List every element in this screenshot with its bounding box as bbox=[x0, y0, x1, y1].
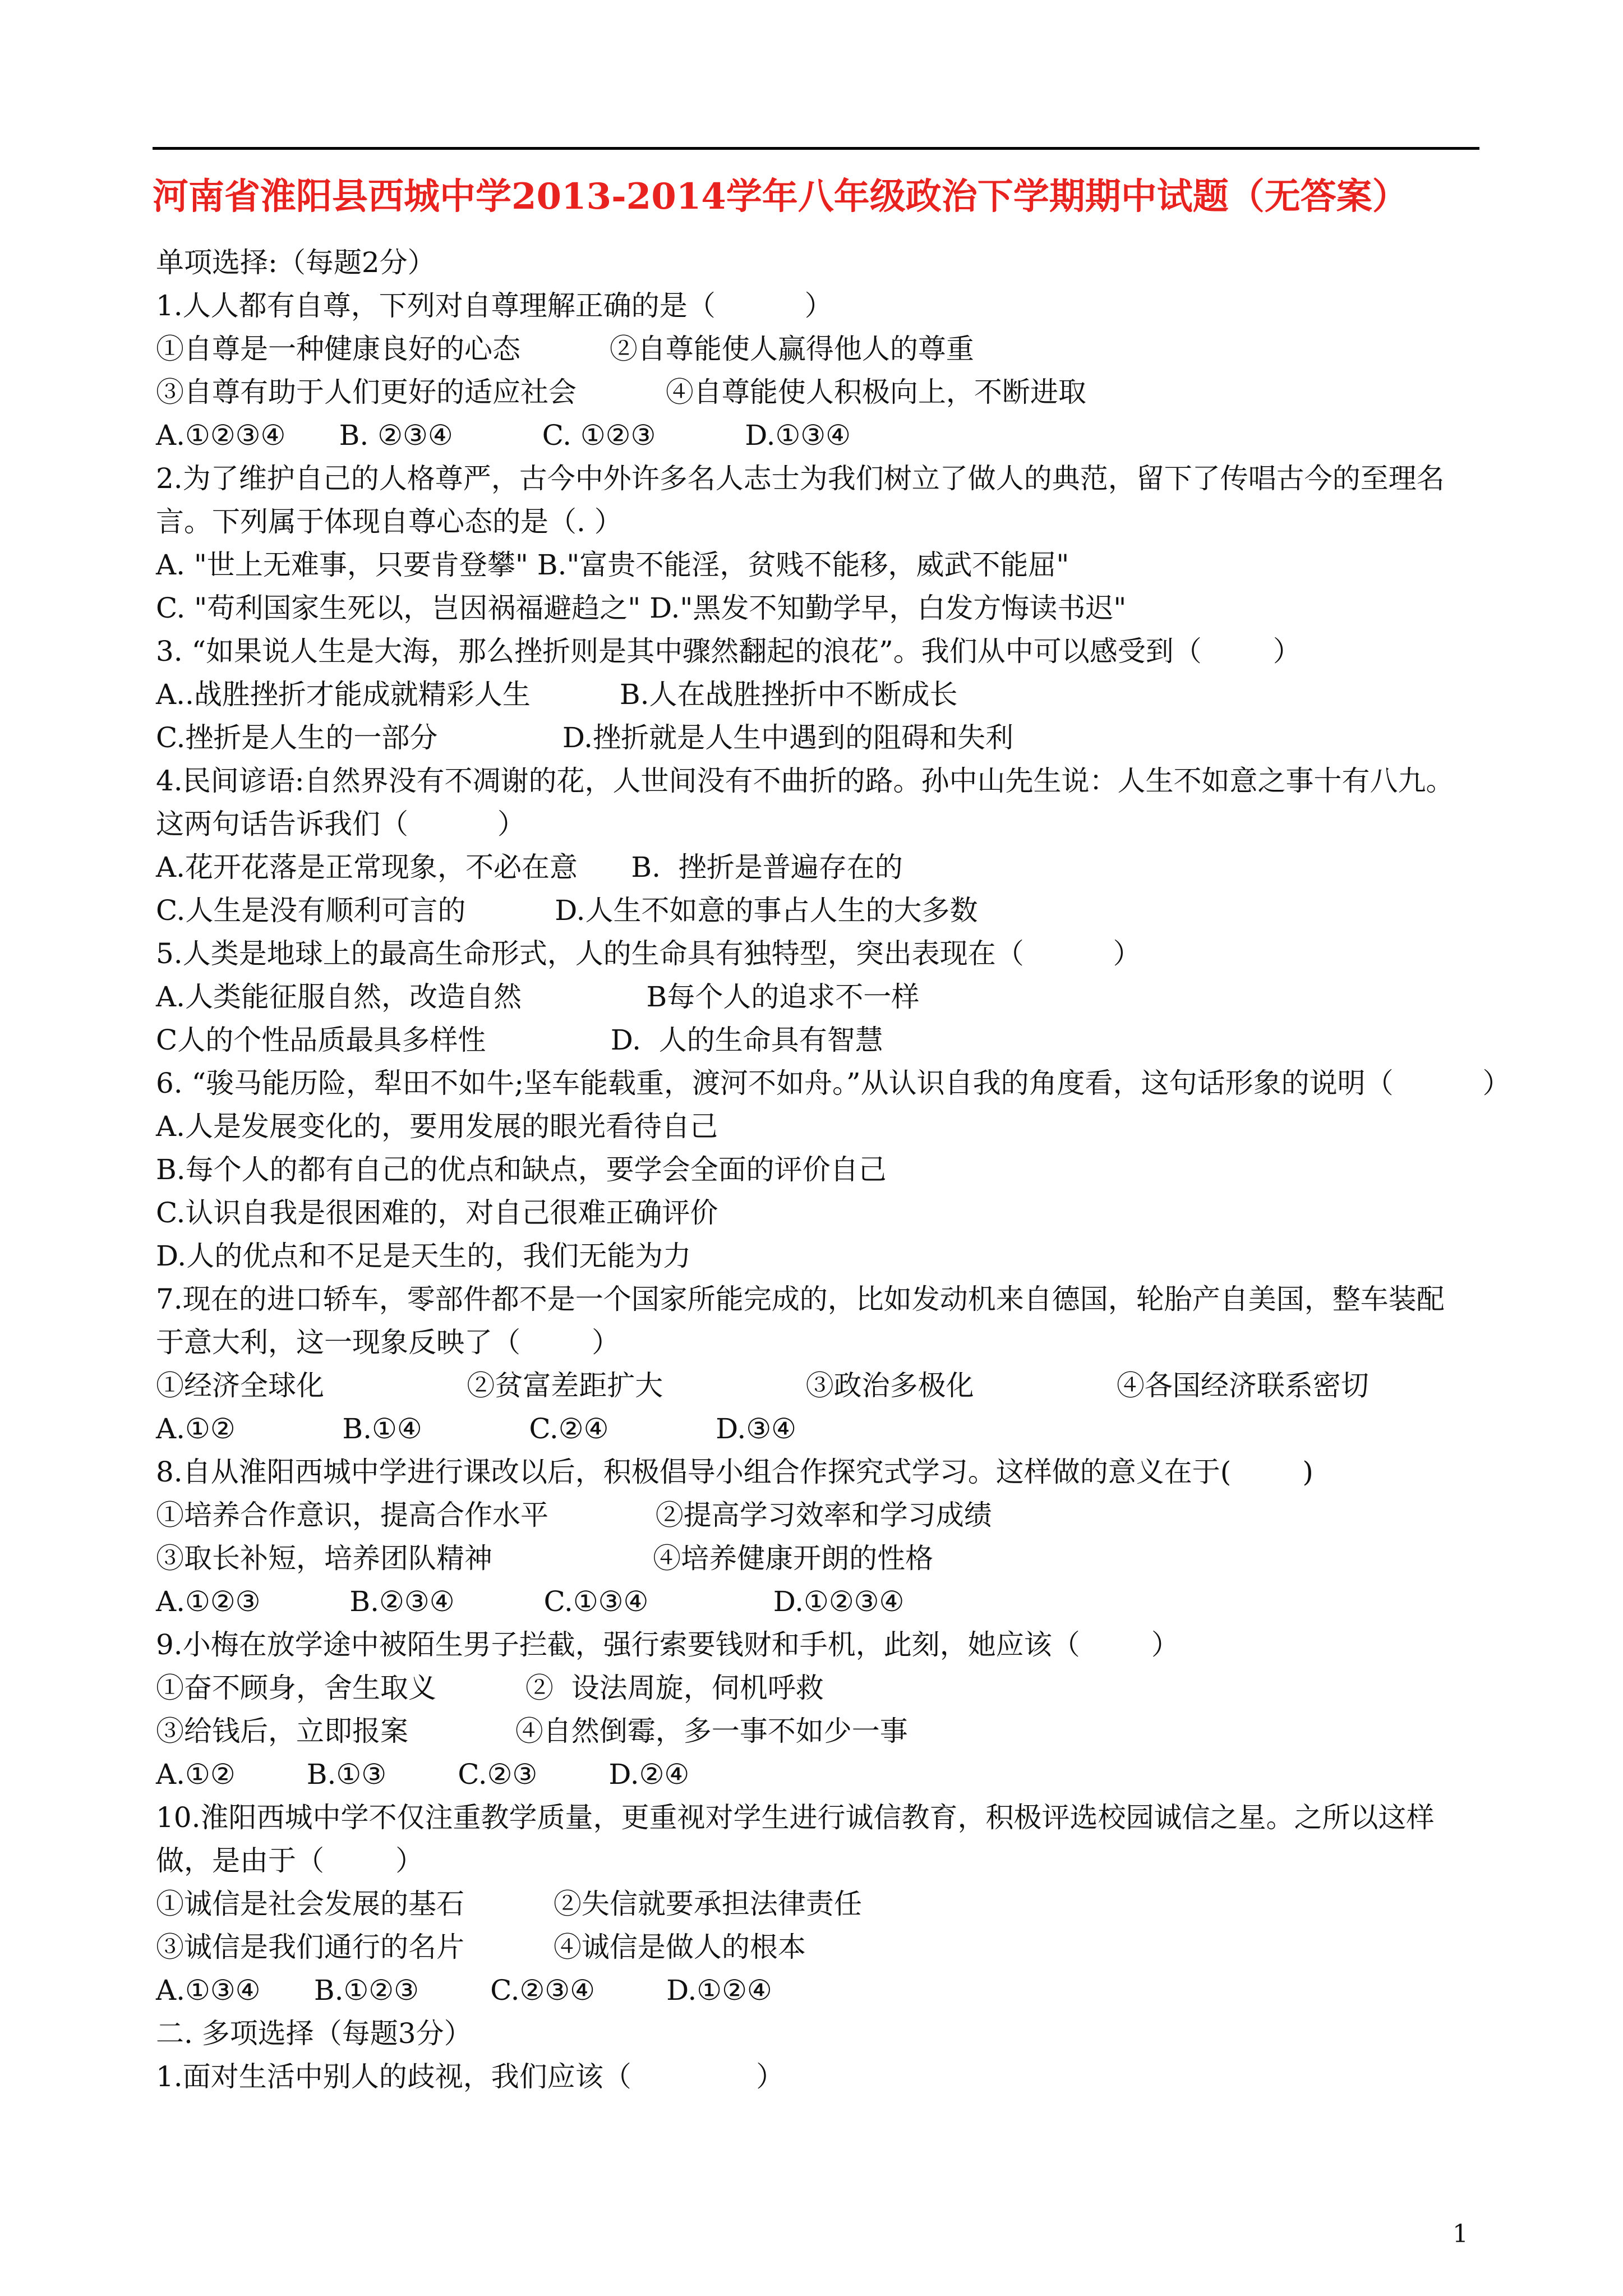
text-line: 10.淮阳西城中学不仅注重教学质量，更重视对学生进行诚信教育，积极评选校园诚信之星。之所以这样 bbox=[156, 1801, 1435, 1834]
text-line: ①奋不顾身，舍生取义 ② 设法周旋，伺机呼救 bbox=[156, 1672, 824, 1704]
text-line: A..战胜挫折才能成就精彩人生 B.人在战胜挫折中不断成长 bbox=[156, 678, 958, 711]
text-line: 于意大利，这一现象反映了（ ） bbox=[156, 1326, 620, 1359]
text-line: A.①② B.①④ C.②④ D.③④ bbox=[156, 1412, 796, 1445]
text-line: 1.人人都有自尊，下列对自尊理解正确的是（ ） bbox=[156, 289, 833, 322]
text-line: A. "世上无难事，只要肯登攀" B."富贵不能淫，贫贱不能移，威武不能屈" bbox=[156, 549, 1069, 581]
text-line: A.①②③ B.②③④ C.①③④ D.①②③④ bbox=[156, 1585, 905, 1618]
text-line: 5.人类是地球上的最高生命形式，人的生命具有独特型，突出表现在（ ） bbox=[156, 937, 1141, 970]
text-line: 1.面对生活中别人的歧视，我们应该（ ） bbox=[156, 2060, 785, 2093]
text-line: 这两句话告诉我们（ ） bbox=[156, 808, 525, 840]
text-line: ①自尊是一种健康良好的心态 ②自尊能使人赢得他人的尊重 bbox=[156, 333, 974, 365]
page-title: 河南省淮阳县西城中学2013-2014学年八年级政治下学期期中试题（无答案） bbox=[153, 176, 1408, 218]
text-line: 言。下列属于体现自尊心态的是（. ） bbox=[156, 505, 623, 538]
text-line: C. "苟利国家生死以，岂因祸福避趋之" D."黑发不知勤学早，白发方悔读书迟" bbox=[156, 592, 1127, 624]
text-line: 3. “如果说人生是大海，那么挫折则是其中骤然翻起的浪花”。我们从中可以感受到（ ） bbox=[156, 635, 1301, 668]
text-line: 单项选择:（每题2分） bbox=[156, 246, 436, 279]
text-line: A.人是发展变化的，要用发展的眼光看待自己 bbox=[156, 1110, 718, 1143]
text-line: ①经济全球化 ②贫富差距扩大 ③政治多极化 ④各国经济联系密切 bbox=[156, 1369, 1369, 1402]
text-line: A.①② B.①③ C.②③ D.②④ bbox=[156, 1758, 690, 1791]
question-list bbox=[156, 241, 1511, 2099]
text-line: ③诚信是我们通行的名片 ④诚信是做人的根本 bbox=[156, 1931, 806, 1963]
text-line: ①诚信是社会发展的基石 ②失信就要承担法律责任 bbox=[156, 1888, 862, 1920]
text-line: A.花开花落是正常现象，不必在意 B. 挫折是普遍存在的 bbox=[156, 851, 903, 884]
text-line: ①培养合作意识，提高合作水平 ②提高学习效率和学习成绩 bbox=[156, 1499, 992, 1531]
text-line: ③给钱后，立即报案 ④自然倒霉，多一事不如少一事 bbox=[156, 1715, 908, 1747]
text-line: 6. “骏马能历险，犁田不如牛;坚车能载重，渡河不如舟。”从认识自我的角度看，这句话形象的说明（ ） bbox=[156, 1067, 1511, 1099]
text-line: 做，是由于（ ） bbox=[156, 1844, 424, 1877]
text-line: 8.自从淮阳西城中学进行课改以后，积极倡导小组合作探究式学习。这样做的意义在于( ) bbox=[156, 1456, 1313, 1488]
text-line: D.人的优点和不足是天生的，我们无能为力 bbox=[156, 1240, 691, 1272]
text-line: 2.为了维护自己的人格尊严，古今中外许多名人志士为我们树立了做人的典范，留下了传唱古今的至理名 bbox=[156, 462, 1445, 495]
text-line: C.挫折是人生的一部分 D.挫折就是人生中遇到的阻碍和失利 bbox=[156, 721, 1014, 754]
text-line: A.①③④ B.①②③ C.②③④ D.①②④ bbox=[156, 1974, 772, 2007]
text-line: 7.现在的进口轿车，零部件都不是一个国家所能完成的，比如发动机来自德国，轮胎产自美国，整车装配 bbox=[156, 1283, 1445, 1315]
text-line: C人的个性品质最具多样性 D. 人的生命具有智慧 bbox=[156, 1024, 883, 1056]
text-line: A.人类能征服自然，改造自然 B每个人的追求不一样 bbox=[156, 981, 920, 1013]
text-line: C.认识自我是很困难的，对自己很难正确评价 bbox=[156, 1197, 718, 1229]
text-line: 二. 多项选择（每题3分） bbox=[156, 2017, 472, 2050]
header-rule bbox=[153, 147, 1479, 150]
text-line: 4.民间谚语:自然界没有不凋谢的花，人世间没有不曲折的路。孙中山先生说：人生不如意之事十有八九。 bbox=[156, 765, 1454, 797]
text-line: ③自尊有助于人们更好的适应社会 ④自尊能使人积极向上，不断进取 bbox=[156, 376, 1086, 408]
text-line: 9.小梅在放学途中被陌生男子拦截，强行索要钱财和手机，此刻，她应该（ ） bbox=[156, 1628, 1179, 1661]
text-line: B.每个人的都有自己的优点和缺点，要学会全面的评价自己 bbox=[156, 1153, 887, 1186]
text-line: A.①②③④ B. ②③④ C. ①②③ D.①③④ bbox=[156, 419, 851, 452]
page-number: 1 bbox=[1453, 2220, 1468, 2248]
text-line: ③取长补短，培养团队精神 ④培养健康开朗的性格 bbox=[156, 1542, 934, 1575]
text-line: C.人生是没有顺利可言的 D.人生不如意的事占人生的大多数 bbox=[156, 894, 978, 927]
